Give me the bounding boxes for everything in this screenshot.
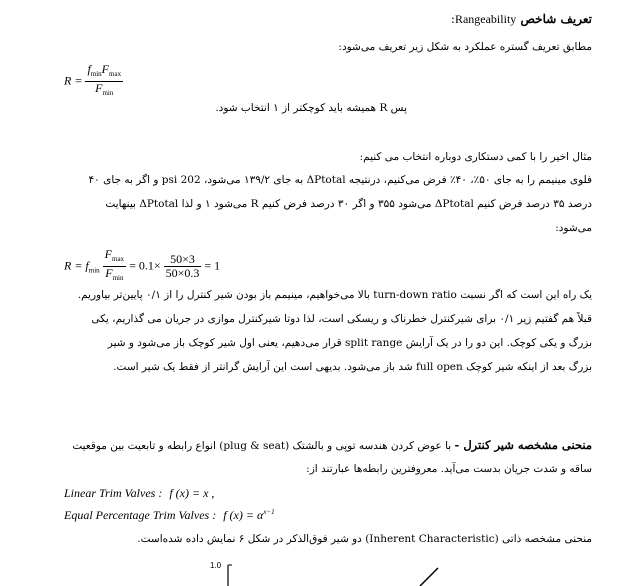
example-title: مثال اخیر را با کمی دستکاری دوباره انتخاب می کنیم: — [359, 151, 592, 163]
example-line-1: فلوی مینیمم را به جای ۵۰٪، ۴۰٪ فرض می‌کنیم، درنتیجه ΔPtotal به جای ۱۳۹/۲ می‌شود، 202 psi و اگر به جای ۴۰ — [88, 174, 592, 186]
paragraph-line-3: بزرگ و یکی کوچک. این دو را در یک آرایش split range قرار می‌دهیم، یعنی اول شیر کوچک باز می‌شود و شیر — [107, 337, 592, 349]
heading-colon: : — [450, 12, 455, 26]
equal-percentage-equation — [64, 508, 275, 523]
section2-line-2: ساقه و شدت جریان بدست می‌آید. معروفترین رابطه‌ها عبارتند از: — [306, 463, 592, 475]
linear-trim-equation: Linear Trim Valves : f (x) = x , — [64, 486, 215, 500]
section2-line-1 — [72, 438, 592, 453]
heading-en: Rangeability — [454, 12, 517, 26]
linear-trim-label: Linear Trim Valves : — [64, 486, 163, 500]
example-line-3: می‌شود: — [555, 222, 592, 234]
equal-percentage-expr: f $(x) = \alpha^{x-1}$ — [223, 508, 275, 522]
heading-fa: تعریف شاخص — [520, 12, 592, 26]
figure-y-tick-top: 1.0 — [210, 561, 222, 570]
example-fraction-1: $\frac{F_{max}}{F_{min}}$ — [104, 247, 125, 282]
definition-intro: مطابق تعریف گستره عملکرد به شکل زیر تعریف می‌شود: — [338, 41, 592, 53]
figure-curve — [420, 568, 438, 586]
linear-trim-expr: f (x) = x — [169, 486, 209, 500]
paragraph-line-4: بزرگ بعد از اینکه شیر کوچک full open شد باز می‌شود. بدیهی است این آرایش گرانتر از فقط یک شیر است. — [113, 361, 592, 373]
section2-heading: منحنی مشخصه شیر کنترل - — [454, 438, 592, 452]
paragraph-line-1: یک راه این است که اگر نسبت turn-down ratio بالا می‌خواهیم، مینیمم باز بودن شیر کنترل را از ۰/۱ پایین‌تر بیاوریم. — [77, 289, 592, 301]
section2-line1-rest: با عوض کردن هندسه توپی و بالشتک (plug & seat) انواع رابطه و تابعیت بین موقعیت — [72, 440, 455, 452]
formula-fraction — [85, 63, 123, 100]
example-fraction-2: $\frac{50\times 3}{50\times 0.3}$ — [165, 252, 200, 280]
characteristic-figure — [222, 560, 462, 586]
paragraph-line-2: قبلاً هم گفتیم زیر ۰/۱ برای شیرکنترل خطرناک و ریسکی است، لذا دوتا شیرکنترل موازی در جریان می گذاریم، یکی — [91, 313, 592, 325]
formula-denominator: $F_{min}$ — [95, 81, 114, 97]
rangeability-note: پس R همیشه باید کوچکتر از ۱ انتخاب شود. — [215, 102, 407, 114]
section-heading-rangeability — [451, 12, 592, 26]
example-line-2: درصد ۳۵ درصد فرض کنیم ΔPtotal می‌شود ۳۵۵ و اگر ۳۰ درصد فرض کنیم R می‌شود ۱ و لذا ΔPtotal بینهایت — [105, 198, 592, 210]
formula-lhs: R = — [64, 73, 83, 88]
equal-percentage-label: Equal Percentage Trim Valves : — [64, 508, 217, 522]
formula-numerator: $f_{min}F_{max}$ — [85, 63, 123, 82]
inherent-characteristic-note: منحنی مشخصه ذاتی (Inherent Characteristic) دو شیر فوق‌الذکر در شکل ۶ نمایش داده شده‌است. — [137, 533, 592, 545]
example-equation: $R = f_{min}$ $\frac{F_{max}}{F_{min}}$ = 0.1× $\frac{50\times 3}{50\times 0.3}$ = 1 — [64, 248, 220, 285]
rangeability-formula — [64, 63, 123, 100]
